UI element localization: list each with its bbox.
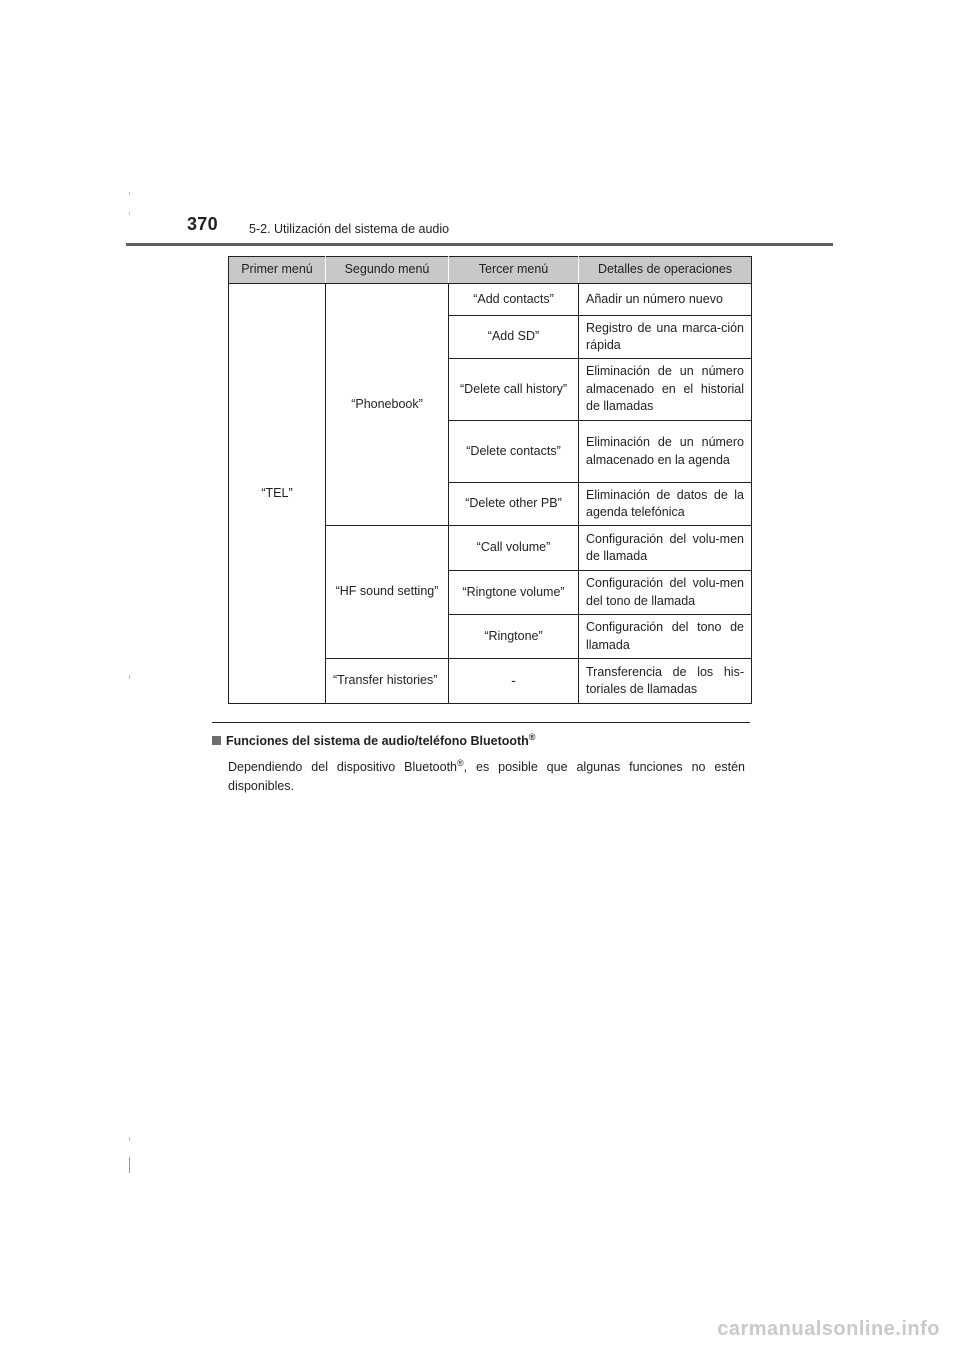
note-body: [228, 758, 745, 796]
page-number: 370: [187, 214, 218, 234]
third-menu-cell: “Ringtone volume”: [449, 571, 579, 615]
details-cell: Añadir un número nuevo: [579, 284, 752, 316]
first-menu-cell: “TEL”: [229, 284, 326, 704]
section-title: 5-2. Utilización del sistema de audio: [249, 222, 450, 236]
table-header-row: [229, 257, 752, 284]
registered-mark: ®: [457, 757, 464, 768]
square-bullet-icon: [212, 736, 221, 745]
header-rule: [126, 243, 833, 246]
table-row: [229, 284, 752, 316]
column-header: Primer menú: [229, 257, 326, 284]
crop-mark: [129, 1157, 130, 1173]
third-menu-cell: “Delete contacts”: [449, 421, 579, 483]
details-cell: Configuración del tono de llamada: [579, 615, 752, 659]
note-heading-text: Funciones del sistema de audio/teléfono Bluetooth: [226, 734, 529, 748]
column-header: Segundo menú: [326, 257, 449, 284]
details-cell: Eliminación de un número almacenado en el historial de llamadas: [579, 359, 752, 421]
third-menu-cell: “Delete other PB”: [449, 483, 579, 526]
section-divider: [212, 722, 750, 723]
note-body-start: Dependiendo del dispositivo Bluetooth: [228, 760, 457, 774]
column-header: Tercer menú: [449, 257, 579, 284]
details-cell: Configuración del volu-men del tono de llamada: [579, 571, 752, 615]
crop-mark: [129, 1137, 130, 1141]
third-menu-cell: “Call volume”: [449, 526, 579, 571]
third-menu-cell: -: [449, 659, 579, 704]
second-menu-cell-phonebook: “Phonebook”: [326, 284, 449, 526]
column-header: Detalles de operaciones: [579, 257, 752, 284]
details-cell: Configuración del volu-men de llamada: [579, 526, 752, 571]
second-menu-cell-hf-sound: “HF sound setting”: [326, 526, 449, 659]
menu-table: [228, 256, 752, 704]
crop-mark: [129, 675, 130, 679]
details-cell: Eliminación de datos de la agenda telefónica: [579, 483, 752, 526]
note-heading: [212, 731, 536, 748]
third-menu-cell: “Add contacts”: [449, 284, 579, 316]
details-cell: Transferencia de los his-toriales de llamadas: [579, 659, 752, 704]
crop-mark: [129, 192, 130, 195]
second-menu-cell-transfer: “Transfer histories”: [326, 659, 449, 704]
third-menu-cell: “Ringtone”: [449, 615, 579, 659]
third-menu-cell: “Add SD”: [449, 316, 579, 359]
details-cell: Registro de una marca-ción rápida: [579, 316, 752, 359]
note-body-end: , es posible que algunas funciones no estén disponibles.: [228, 760, 745, 793]
registered-mark: ®: [528, 731, 536, 742]
details-cell: Eliminación de un número almacenado en la agenda: [579, 421, 752, 483]
third-menu-cell: “Delete call history”: [449, 359, 579, 421]
crop-mark: [129, 212, 130, 215]
footer-watermark: carmanualsonline.info: [717, 1318, 940, 1340]
